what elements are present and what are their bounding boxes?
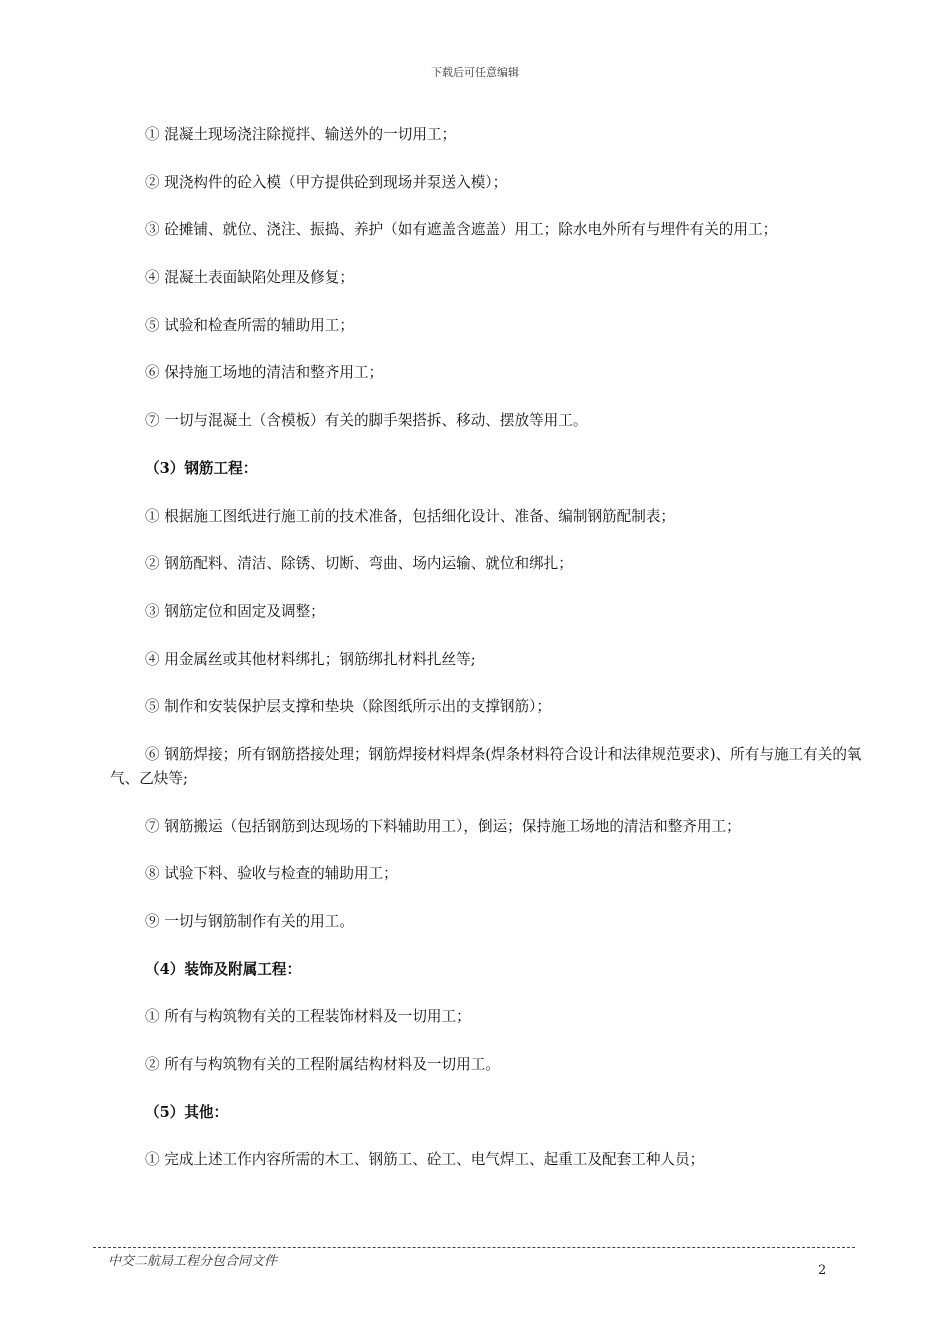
- paragraph-concrete-6: ⑥ 保持施工场地的清洁和整齐用工；: [145, 364, 384, 382]
- paragraph-rebar-7: ⑦ 钢筋搬运（包括钢筋到达现场的下料辅助用工），倒运；保持施工场地的清洁和整齐用工；: [145, 817, 741, 835]
- page-number: 2: [818, 1263, 827, 1278]
- paragraph-concrete-2: ② 现浇构件的砼入模（甲方提供砼到现场并泵送入模）；: [145, 173, 508, 191]
- paragraph-concrete-7: ⑦ 一切与混凝土（含模板）有关的脚手架搭拆、移动、摆放等用工。: [145, 412, 588, 430]
- paragraph-concrete-4: ④ 混凝土表面缺陷处理及修复；: [145, 269, 354, 287]
- paragraph-concrete-5: ⑤ 试验和检查所需的辅助用工；: [145, 316, 354, 334]
- paragraph-other-1: ① 完成上述工作内容所需的木工、钢筋工、砼工、电气焊工、起重工及配套工种人员；: [145, 1151, 705, 1169]
- paragraph-concrete-1: ① 混凝土现场浇注除搅拌、输送外的一切用工；: [145, 126, 457, 143]
- section-heading-rebar: （3）钢筋工程：: [145, 459, 258, 477]
- header-note: 下载后可任意编辑: [431, 66, 519, 79]
- paragraph-decoration-2: ② 所有与构筑物有关的工程附属结构材料及一切用工。: [145, 1056, 500, 1074]
- paragraph-rebar-9: ⑨ 一切与钢筋制作有关的用工。: [145, 913, 354, 930]
- paragraph-rebar-1: ① 根据施工图纸进行施工前的技术准备，包括细化设计、准备、编制钢筋配制表；: [145, 507, 676, 525]
- footer-divider: [93, 1247, 855, 1248]
- paragraph-rebar-6: ⑥ 钢筋焊接；所有钢筋搭接处理；钢筋焊接材料焊条(焊条材料符合设计和法律规范要求)、所有与施工有关的氧气、乙炔等;: [110, 745, 862, 787]
- paragraph-decoration-1: ① 所有与构筑物有关的工程装饰材料及一切用工；: [145, 1008, 471, 1026]
- paragraph-rebar-2: ② 钢筋配料、清洁、除锈、切断、弯曲、场内运输、就位和绑扎；: [145, 555, 573, 573]
- section-heading-decoration: （4）装饰及附属工程：: [145, 960, 302, 978]
- paragraph-rebar-8: ⑧ 试验下料、验收与检查的辅助用工；: [145, 865, 398, 883]
- paragraph-rebar-5: ⑤ 制作和安装保护层支撑和垫块（除图纸所示出的支撑钢筋）；: [145, 698, 551, 716]
- document-body: [110, 123, 865, 1196]
- paragraph-rebar-4: ④ 用金属丝或其他材料绑扎；钢筋绑扎材料扎丝等;: [145, 650, 476, 668]
- footer-document-title: 中交二航局工程分包合同文件: [108, 1254, 278, 1269]
- paragraph-concrete-3: ③ 砼摊铺、就位、浇注、振捣、养护（如有遮盖含遮盖）用工；除水电外所有与埋件有关的用工；: [145, 221, 778, 239]
- section-heading-other: （5）其他：: [145, 1103, 229, 1121]
- paragraph-rebar-3: ③ 钢筋定位和固定及调整；: [145, 602, 325, 620]
